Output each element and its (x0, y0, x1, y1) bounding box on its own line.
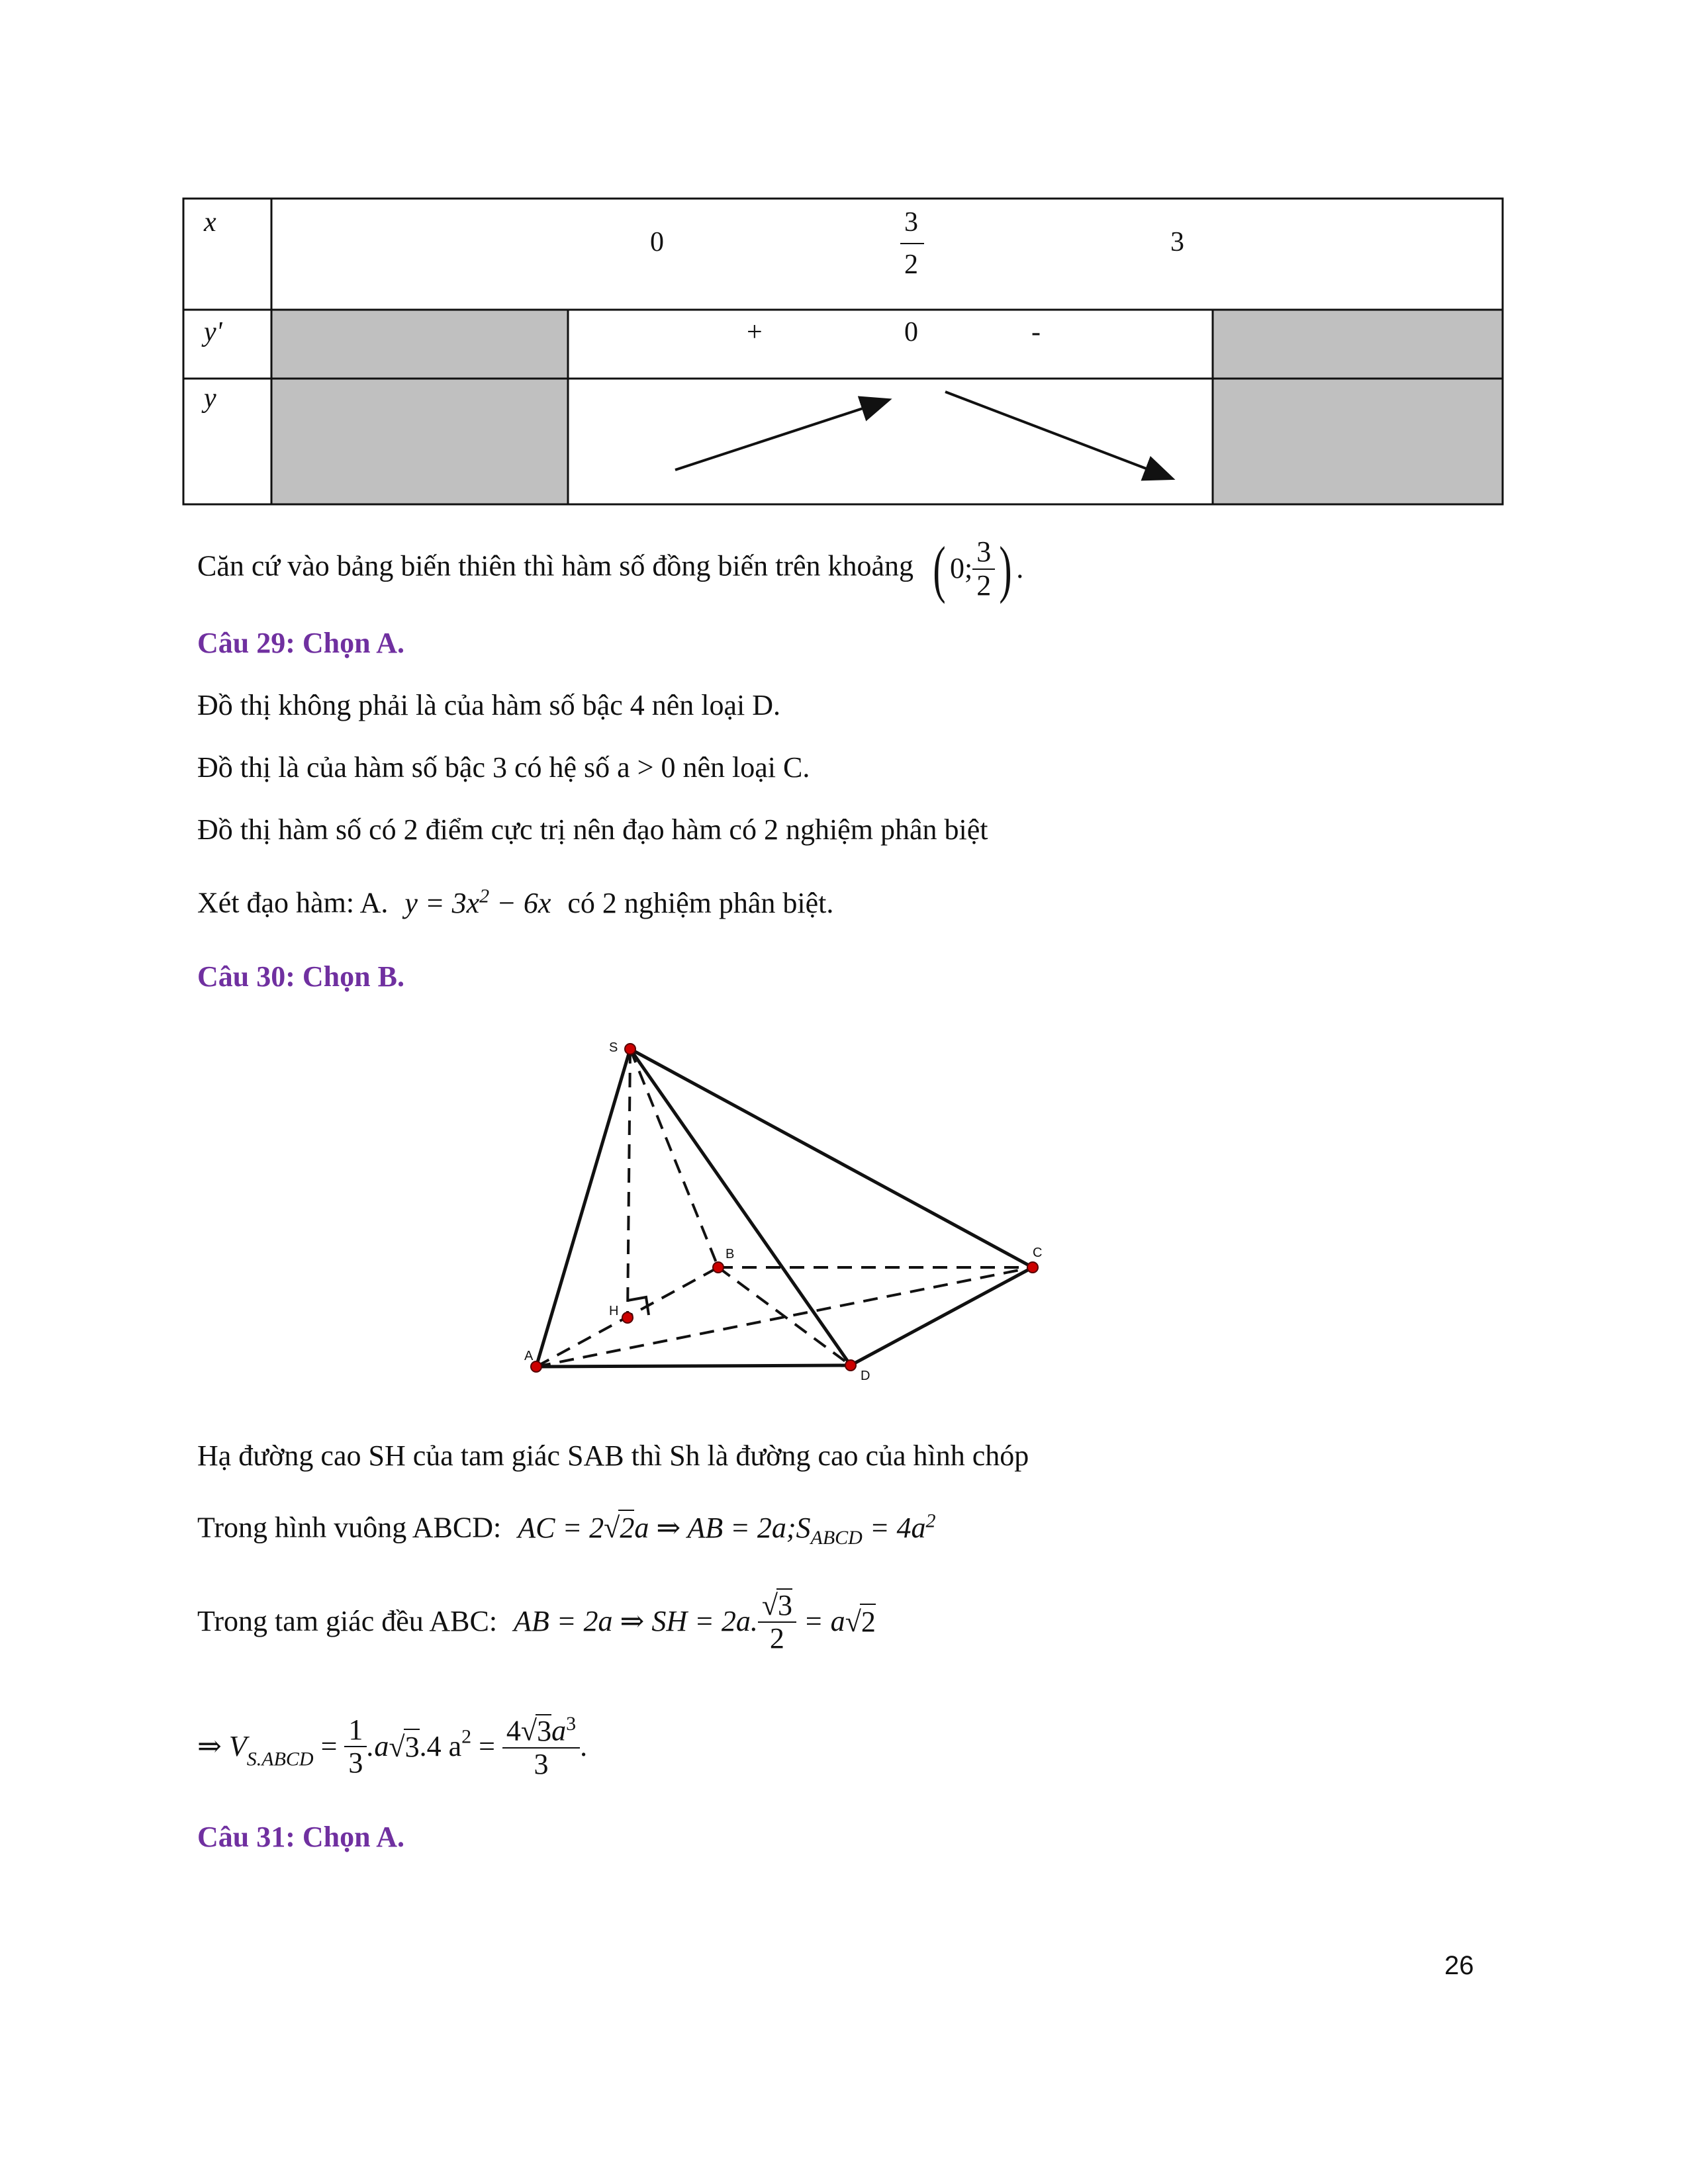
shaded-cell (271, 310, 568, 379)
q30-heading: Câu 30: Chọn B. (197, 960, 404, 993)
decreasing-arrow (945, 392, 1170, 478)
q29-line3: Đồ thị hàm số có 2 điểm cực trị nên đạo hàm có 2 nghiệm phân biệt (197, 813, 988, 846)
sq-sqrt: 2 (618, 1510, 634, 1546)
interval-left: 0; (950, 552, 973, 585)
label-B: B (726, 1247, 735, 1261)
x-value-0: 0 (650, 227, 664, 257)
vol-frac2-exp: 3 (566, 1713, 577, 1735)
sq-part1: AC = 2 (518, 1511, 604, 1544)
vertex-S (625, 1044, 635, 1054)
edge-DC (851, 1267, 1033, 1365)
edge-SD (630, 1049, 851, 1365)
vol-frac2-coef: 4 (506, 1714, 521, 1747)
variation-table (0, 0, 1688, 516)
interval-den: 2 (976, 569, 992, 602)
row-label-yprime: y' (204, 317, 222, 347)
q29-line4 (197, 884, 833, 921)
vol-sub: S.ABCD (246, 1748, 314, 1770)
edge-SA (536, 1049, 630, 1367)
pyramid-figure (516, 1029, 1059, 1400)
vol-eq2: = (471, 1729, 502, 1762)
vertex-H (622, 1312, 633, 1323)
label-C: C (1033, 1246, 1043, 1260)
triangle-formula-a: AB = 2a ⇒ SH = 2a. (514, 1604, 758, 1637)
vertex-B (713, 1262, 724, 1273)
variation-table-grid (0, 0, 1688, 516)
q30-line3: Trong tam giác đều ABC: AB = 2a ⇒ SH = 2a. $\frac{√3}{2}$ = a√2 (197, 1589, 876, 1655)
q29-line4-prefix: Xét đạo hàm: A. (197, 886, 389, 919)
label-A: A (524, 1349, 534, 1363)
shaded-cell (1213, 310, 1503, 379)
vol-frac2-den: 3 (534, 1748, 549, 1781)
vol-frac1-num: 1 (344, 1714, 367, 1747)
increasing-arrow (675, 400, 887, 470)
shaded-cell (271, 379, 568, 504)
sq-part3: = 4a (862, 1511, 926, 1544)
q30-line3-prefix: Trong tam giác đều ABC: (197, 1604, 498, 1637)
edge-SC (630, 1049, 1033, 1267)
vol-end: . (580, 1729, 588, 1762)
edge-AD (536, 1365, 851, 1367)
vol-part1: ⇒ V (197, 1729, 247, 1762)
q30-line2 (197, 1509, 936, 1549)
height-SH (628, 1049, 630, 1318)
conclusion-line: Căn cứ vào bảng biến thiên thì hàm số đồng biến trên khoảng ( 0; $\frac{3}{2}$ ) . (197, 533, 1024, 604)
sq-part2: a ⇒ AB = 2a;S (634, 1511, 811, 1544)
page-number: 26 (1444, 1951, 1474, 1980)
vol-eq1: = (313, 1729, 345, 1762)
q29-line4-suffix: có 2 nghiệm phân biệt. (567, 886, 834, 919)
formula-part-a: y = 3x (404, 886, 480, 919)
interval-num: 3 (972, 536, 995, 569)
square-formula: AC = 2√2a ⇒ AB = $2a;S_{ABCD} = 4a^2$ (518, 1510, 936, 1549)
formula-part-b: − 6x (489, 886, 551, 919)
conclusion-text: Căn cứ vào bảng biến thiên thì hàm số đồng biến trên khoảng (197, 549, 914, 582)
label-S: S (609, 1040, 618, 1055)
q29-heading: Câu 29: Chọn A. (197, 627, 404, 659)
vol-frac2-sqrt: 3 (537, 1714, 552, 1747)
vol-exp: 2 (461, 1725, 472, 1748)
vol-part3: .a (367, 1729, 389, 1762)
shaded-cell (1213, 379, 1503, 504)
diagonal-BD (718, 1267, 851, 1365)
q29-line1: Đồ thị không phải là của hàm số bậc 4 nên loại D. (197, 689, 781, 721)
q31-heading: Câu 31: Chọn A. (197, 1821, 404, 1853)
x-value-mid-num: 3 (904, 207, 918, 238)
x-value-3: 3 (1170, 227, 1184, 257)
vol-frac1-den: 3 (348, 1747, 363, 1780)
sq-sub: ABCD (810, 1526, 863, 1549)
vol-frac2-var: a (551, 1714, 567, 1747)
formula-exponent: 2 (479, 885, 490, 907)
vertex-D (845, 1360, 856, 1371)
tri-sqrt2: 2 (860, 1604, 876, 1640)
vol-part4: .4 a (419, 1729, 462, 1762)
vol-sqrt: 3 (404, 1729, 420, 1765)
vertex-C (1027, 1262, 1038, 1273)
label-D: D (861, 1369, 870, 1383)
triangle-formula-b: = a (796, 1604, 845, 1637)
tri-frac-num: 3 (777, 1589, 792, 1621)
label-H: H (609, 1304, 619, 1318)
q29-line2: Đồ thị là của hàm số bậc 3 có hệ số a > 0 nên loại C. (197, 751, 810, 784)
conclusion-end: . (1016, 552, 1024, 585)
sign-plus: + (747, 317, 763, 347)
tri-frac-den: 2 (769, 1622, 784, 1655)
derivative-formula (404, 887, 551, 919)
sign-zero: 0 (904, 317, 918, 347)
q30-line1: Hạ đường cao SH của tam giác SAB thì Sh là đường cao của hình chóp (197, 1439, 1029, 1472)
x-value-mid-den: 2 (904, 250, 918, 280)
sq-exp: 2 (925, 1510, 936, 1531)
row-label-y: y (204, 383, 216, 414)
sign-minus: - (1031, 317, 1041, 347)
q30-line2-prefix: Trong hình vuông ABCD: (197, 1511, 502, 1544)
row-label-x: x (204, 207, 216, 238)
q30-line4: ⇒ $V_{S.ABCD}$ = $\frac{1}{3}$ .a√3.4 $a^2$ = $\frac{4√3a^3}{3}$ . (197, 1713, 588, 1781)
